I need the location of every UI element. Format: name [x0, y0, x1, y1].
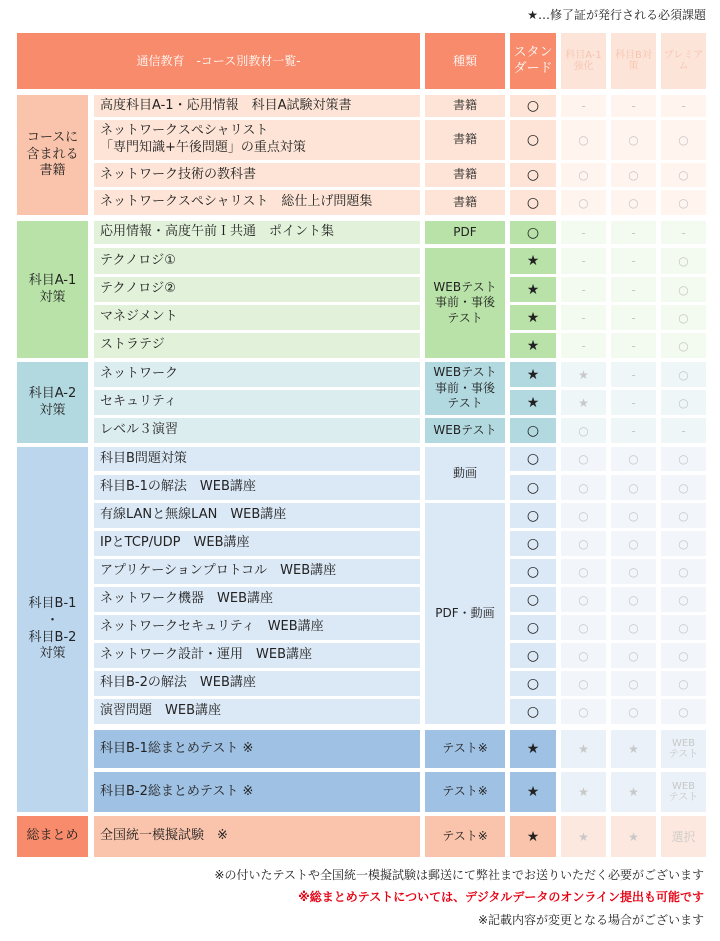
b-mark: ★: [611, 772, 656, 812]
premium-mark: ○: [661, 120, 706, 160]
header-standard: スタンダード: [510, 33, 556, 89]
header-a1: 科目A-1強化: [561, 33, 606, 89]
standard-mark: ○: [510, 671, 556, 696]
a1-mark: ○: [561, 503, 606, 528]
row-item: 演習問題 WEB講座: [94, 699, 420, 724]
premium-mark: ○: [661, 447, 706, 471]
a1-mark: -: [561, 277, 606, 302]
b-mark: ○: [611, 559, 656, 584]
type-cell: WEBテスト: [425, 418, 505, 443]
row-item: 科目B-2総まとめテスト ※: [94, 772, 420, 812]
row-item: レベル３演習: [94, 418, 420, 443]
type-cell: WEBテスト 事前・事後 テスト: [425, 362, 505, 415]
a1-mark: -: [561, 95, 606, 117]
premium-mark: WEB テスト: [661, 772, 706, 812]
premium-mark: ○: [661, 615, 706, 640]
legend: ★…修了証が発行される必須課題: [527, 8, 706, 22]
type-cell: テスト※: [425, 730, 505, 768]
group-label: 総まとめ: [17, 816, 88, 857]
type-cell: PDF: [425, 221, 505, 244]
row-item: アプリケーションプロトコル WEB講座: [94, 559, 420, 584]
premium-mark: 選択: [661, 816, 706, 857]
row-item: ネットワーク機器 WEB講座: [94, 587, 420, 612]
standard-mark: ★: [510, 390, 556, 415]
standard-mark: ○: [510, 163, 556, 187]
a1-mark: ★: [561, 816, 606, 857]
standard-mark: ○: [510, 615, 556, 640]
a1-mark: ○: [561, 190, 606, 215]
standard-mark: ★: [510, 730, 556, 768]
premium-mark: -: [661, 418, 706, 443]
b-mark: -: [611, 305, 656, 330]
header-premium: プレミアム: [661, 33, 706, 89]
premium-mark: WEB テスト: [661, 730, 706, 768]
standard-mark: ○: [510, 587, 556, 612]
standard-mark: ○: [510, 475, 556, 500]
row-item: ネットワークセキュリティ WEB講座: [94, 615, 420, 640]
b-mark: ○: [611, 643, 656, 668]
type-cell: 書籍: [425, 120, 505, 160]
row-item: 全国統一模擬試験 ※: [94, 816, 420, 857]
premium-mark: ○: [661, 559, 706, 584]
b-mark: -: [611, 277, 656, 302]
premium-mark: ○: [661, 643, 706, 668]
a1-mark: ★: [561, 390, 606, 415]
b-mark: ○: [611, 163, 656, 187]
a1-mark: -: [561, 333, 606, 358]
standard-mark: ★: [510, 248, 556, 274]
row-item: 応用情報・高度午前Ｉ共通 ポイント集: [94, 221, 420, 244]
standard-mark: ★: [510, 333, 556, 358]
standard-mark: ★: [510, 305, 556, 330]
standard-mark: ★: [510, 362, 556, 387]
a1-mark: ○: [561, 163, 606, 187]
row-item: 科目B問題対策: [94, 447, 420, 471]
b-mark: ○: [611, 475, 656, 500]
a1-mark: ○: [561, 671, 606, 696]
type-cell: 書籍: [425, 95, 505, 117]
b-mark: -: [611, 95, 656, 117]
header-title: 通信教育 -コース別教材一覧-: [17, 33, 420, 89]
a1-mark: ★: [561, 772, 606, 812]
a1-mark: ○: [561, 418, 606, 443]
row-item: ストラテジ: [94, 333, 420, 358]
row-item: 科目B-1総まとめテスト ※: [94, 730, 420, 768]
row-item: 高度科目A-1・応用情報 科目A試験対策書: [94, 95, 420, 117]
b-mark: ★: [611, 816, 656, 857]
row-item: 科目B-2の解法 WEB講座: [94, 671, 420, 696]
b-mark: ○: [611, 699, 656, 724]
group-label: 科目A-2 対策: [17, 362, 88, 443]
premium-mark: ○: [661, 531, 706, 556]
header-b: 科目B対策: [611, 33, 656, 89]
b-mark: ○: [611, 615, 656, 640]
premium-mark: ○: [661, 163, 706, 187]
standard-mark: ○: [510, 95, 556, 117]
standard-mark: ○: [510, 120, 556, 160]
row-item: IPとTCP/UDP WEB講座: [94, 531, 420, 556]
b-mark: -: [611, 362, 656, 387]
row-item: 有線LANと無線LAN WEB講座: [94, 503, 420, 528]
premium-mark: ○: [661, 362, 706, 387]
b-mark: ○: [611, 190, 656, 215]
a1-mark: -: [561, 248, 606, 274]
b-mark: -: [611, 418, 656, 443]
premium-mark: ○: [661, 248, 706, 274]
standard-mark: ○: [510, 699, 556, 724]
group-label: コースに 含まれる 書籍: [17, 95, 88, 215]
type-cell: 書籍: [425, 190, 505, 215]
row-item: テクノロジ②: [94, 277, 420, 302]
b-mark: ○: [611, 503, 656, 528]
footnote: ※記載内容が変更となる場合がございます: [477, 913, 704, 927]
premium-mark: ○: [661, 699, 706, 724]
type-cell: テスト※: [425, 772, 505, 812]
a1-mark: ○: [561, 699, 606, 724]
standard-mark: ★: [510, 277, 556, 302]
type-cell: 動画: [425, 447, 505, 500]
a1-mark: ★: [561, 730, 606, 768]
a1-mark: ○: [561, 587, 606, 612]
type-cell: 書籍: [425, 163, 505, 187]
footnote: ※総まとめテストについては、デジタルデータのオンライン提出も可能です: [298, 890, 704, 904]
standard-mark: ★: [510, 772, 556, 812]
row-item: ネットワークスペシャリスト 総仕上げ問題集: [94, 190, 420, 215]
premium-mark: ○: [661, 305, 706, 330]
a1-mark: ○: [561, 120, 606, 160]
premium-mark: ○: [661, 190, 706, 215]
b-mark: ★: [611, 730, 656, 768]
standard-mark: ○: [510, 221, 556, 244]
row-item: ネットワークスペシャリスト 「専門知識+午後問題」の重点対策: [94, 120, 420, 160]
a1-mark: ○: [561, 531, 606, 556]
row-item: セキュリティ: [94, 390, 420, 415]
premium-mark: ○: [661, 671, 706, 696]
footnote: ※の付いたテストや全国統一模擬試験は郵送にて弊社までお送りいただく必要がございます: [214, 868, 704, 882]
premium-mark: ○: [661, 333, 706, 358]
type-cell: PDF・動画: [425, 503, 505, 724]
row-item: ネットワーク技術の教科書: [94, 163, 420, 187]
b-mark: -: [611, 390, 656, 415]
type-cell: WEBテスト 事前・事後 テスト: [425, 248, 505, 358]
a1-mark: ○: [561, 447, 606, 471]
group-label: 科目A-1 対策: [17, 221, 88, 358]
a1-mark: ○: [561, 475, 606, 500]
premium-mark: -: [661, 221, 706, 244]
b-mark: -: [611, 221, 656, 244]
a1-mark: ★: [561, 362, 606, 387]
b-mark: -: [611, 248, 656, 274]
standard-mark: ○: [510, 447, 556, 471]
group-label: 科目B-1 ・ 科目B-2 対策: [17, 447, 88, 812]
standard-mark: ★: [510, 816, 556, 857]
row-item: 科目B-1の解法 WEB講座: [94, 475, 420, 500]
b-mark: ○: [611, 447, 656, 471]
a1-mark: ○: [561, 615, 606, 640]
b-mark: -: [611, 333, 656, 358]
standard-mark: ○: [510, 190, 556, 215]
premium-mark: ○: [661, 277, 706, 302]
standard-mark: ○: [510, 643, 556, 668]
premium-mark: ○: [661, 503, 706, 528]
premium-mark: -: [661, 95, 706, 117]
premium-mark: ○: [661, 390, 706, 415]
standard-mark: ○: [510, 418, 556, 443]
standard-mark: ○: [510, 531, 556, 556]
b-mark: ○: [611, 671, 656, 696]
premium-mark: ○: [661, 475, 706, 500]
premium-mark: ○: [661, 587, 706, 612]
row-item: マネジメント: [94, 305, 420, 330]
b-mark: ○: [611, 120, 656, 160]
row-item: ネットワーク: [94, 362, 420, 387]
b-mark: ○: [611, 531, 656, 556]
row-item: テクノロジ①: [94, 248, 420, 274]
header-type: 種類: [425, 33, 505, 89]
row-item: ネットワーク設計・運用 WEB講座: [94, 643, 420, 668]
b-mark: ○: [611, 587, 656, 612]
a1-mark: -: [561, 305, 606, 330]
a1-mark: -: [561, 221, 606, 244]
type-cell: テスト※: [425, 816, 505, 857]
standard-mark: ○: [510, 559, 556, 584]
standard-mark: ○: [510, 503, 556, 528]
a1-mark: ○: [561, 643, 606, 668]
a1-mark: ○: [561, 559, 606, 584]
